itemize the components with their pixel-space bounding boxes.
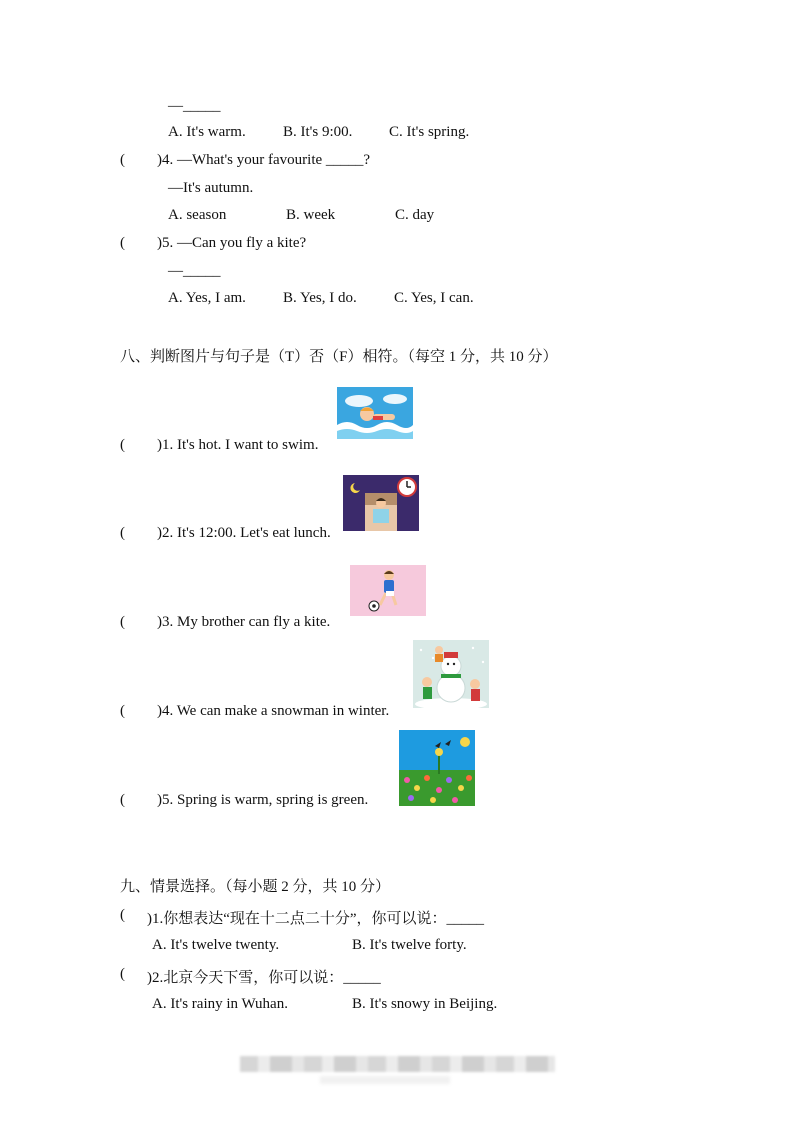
q5-reply: —_____ xyxy=(168,263,221,279)
q3-option-c: C. It's spring. xyxy=(389,124,470,140)
s8-item4-text: )4. We can make a snowman in winter. xyxy=(157,703,390,719)
s9-q1-question: )1.你想表达“现在十二点二十分”，你可以说：_____ xyxy=(147,911,485,927)
q3-answer-blank: —_____ xyxy=(168,98,221,114)
s9-q2-question: )2.北京今天下雪，你可以说：_____ xyxy=(147,970,381,986)
s9-q1-option-a: A. It's twelve twenty. xyxy=(152,937,280,953)
swimming-boy-picture xyxy=(337,387,413,439)
s9-q2-option-a: A. It's rainy in Wuhan. xyxy=(152,996,288,1012)
footer-watermark-sub xyxy=(320,1076,450,1084)
q4-question: )4. —What's your favourite _____? xyxy=(157,152,371,168)
q5-option-b: B. Yes, I do. xyxy=(283,290,357,306)
s9-q1-option-b: B. It's twelve forty. xyxy=(352,937,467,953)
q5-option-c: C. Yes, I can. xyxy=(394,290,474,306)
s8-item3-text: )3. My brother can fly a kite. xyxy=(157,614,331,630)
night-clock-window-picture xyxy=(343,475,419,531)
q4-bracket: ( xyxy=(120,152,125,168)
s8-item3-bracket: ( xyxy=(120,614,125,630)
boy-playing-football-picture xyxy=(350,565,426,616)
s8-item5-bracket: ( xyxy=(120,792,125,808)
s8-item2-text: )2. It's 12:00. Let's eat lunch. xyxy=(157,525,331,541)
snowman-children-picture xyxy=(413,640,489,708)
s8-item1-bracket: ( xyxy=(120,437,125,453)
spring-flowers-picture xyxy=(399,730,475,806)
q3-option-a: A. It's warm. xyxy=(168,124,246,140)
q4-reply: —It's autumn. xyxy=(168,180,254,196)
s9-q2-bracket: ( xyxy=(120,966,125,982)
s9-q1-bracket: ( xyxy=(120,907,125,923)
q3-option-b: B. It's 9:00. xyxy=(283,124,353,140)
q5-question: )5. —Can you fly a kite? xyxy=(157,235,307,251)
section9-heading: 九、情景选择。（每小题 2 分，共 10 分） xyxy=(120,879,391,895)
s8-item1-text: )1. It's hot. I want to swim. xyxy=(157,437,319,453)
q4-option-c: C. day xyxy=(395,207,435,223)
q5-bracket: ( xyxy=(120,235,125,251)
s9-q2-option-b: B. It's snowy in Beijing. xyxy=(352,996,498,1012)
q5-option-a: A. Yes, I am. xyxy=(168,290,246,306)
q4-option-a: A. season xyxy=(168,207,227,223)
section8-heading: 八、判断图片与句子是（T）否（F）相符。（每空 1 分，共 10 分） xyxy=(120,349,558,365)
footer-watermark xyxy=(240,1056,555,1072)
s8-item2-bracket: ( xyxy=(120,525,125,541)
q4-option-b: B. week xyxy=(286,207,336,223)
s8-item5-text: )5. Spring is warm, spring is green. xyxy=(157,792,369,808)
s8-item4-bracket: ( xyxy=(120,703,125,719)
